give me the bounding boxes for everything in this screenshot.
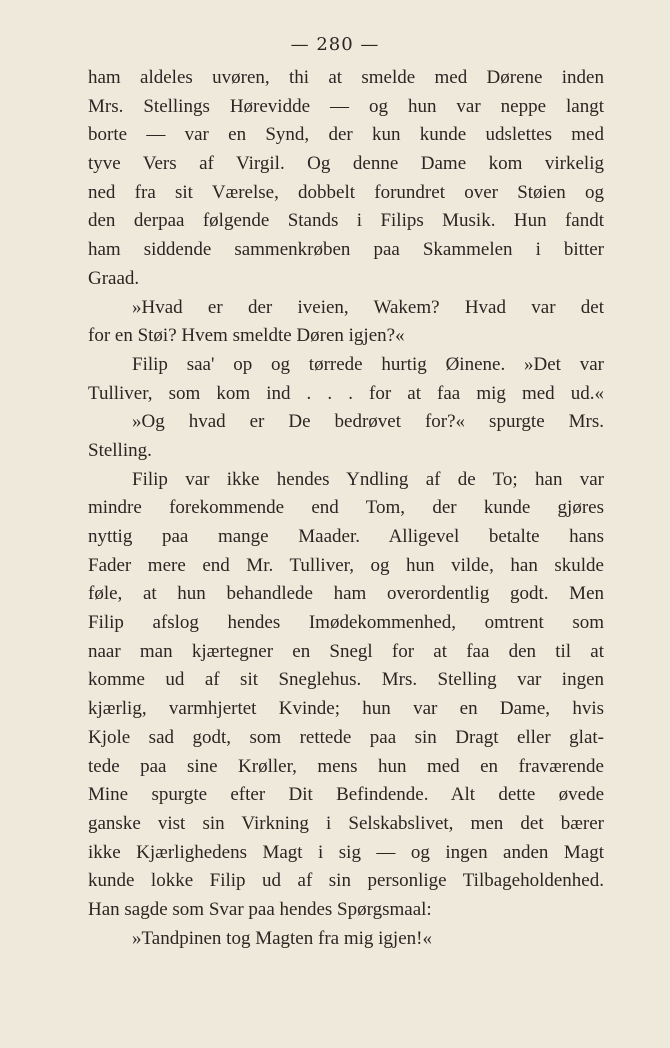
text-line: »Hvad er der iveien, Wakem? Hvad var det <box>132 296 604 318</box>
text-line: Graad. <box>88 267 140 289</box>
text-line: Tulliver, som kom ind . . . for at faa mig med ud.« <box>88 382 604 404</box>
text-line: Han sagde som Svar paa hendes Spørgsmaal: <box>88 898 432 920</box>
text-line: nyttig paa mange Maader. Alligevel betalte hans <box>88 526 604 547</box>
text-line: ganske vist sin Virkning i Selskabslivet, men det bærer <box>88 812 604 834</box>
text-line: borte — var en Synd, der kun kunde udslettes med <box>88 124 604 146</box>
text-line: Kjole sad godt, som rettede paa sin Dragt eller glat- <box>88 726 604 748</box>
text-line: for en Støi? Hvem smeldte Døren igjen?« <box>88 325 405 347</box>
text-line: Filip afslog hendes Imødekommenhed, omtrent som <box>88 612 604 634</box>
text-line: Mrs. Stellings Hørevidde — og hun var neppe langt <box>88 95 604 117</box>
text-line: kjærlig, varmhjertet Kvinde; hun var en Dame, hvis <box>88 698 604 720</box>
text-line: »Og hvad er De bedrøvet for?« spurgte Mrs. <box>132 411 604 433</box>
text-line: kunde lokke Filip ud af sin personlige Tilbageholdenhed. <box>88 870 604 892</box>
text-line: ham siddende sammenkrøben paa Skammelen i bitter <box>88 239 604 261</box>
text-line: Filip var ikke hendes Yndling af de To; han var <box>132 468 604 490</box>
text-line: Stelling. <box>88 439 152 461</box>
text-line: komme ud af sit Sneglehus. Mrs. Stelling var ingen <box>88 669 604 691</box>
body-text <box>88 64 604 953</box>
text-line: Fader mere end Mr. Tulliver, og hun vilde, han skulde <box>88 554 604 576</box>
text-line: ned fra sit Værelse, dobbelt forundret over Støien og <box>88 181 604 203</box>
text-line: ham aldeles uvøren, thi at smelde med Dørene inden <box>88 67 604 88</box>
text-line: Filip saa' op og tørrede hurtig Øinene. »Det var <box>132 353 604 375</box>
text-line: naar man kjærtegner en Snegl for at faa den til at <box>88 640 604 662</box>
text-line: tyve Vers af Virgil. Og denne Dame kom virkelig <box>88 153 604 175</box>
text-line: tede paa sine Krøller, mens hun med en fraværende <box>88 755 604 777</box>
text-line: ikke Kjærlighedens Magt i sig — og ingen anden Magt <box>88 841 604 863</box>
text-line: »Tandpinen tog Magten fra mig igjen!« <box>132 927 432 949</box>
text-line: Mine spurgte efter Dit Befindende. Alt dette øvede <box>88 784 604 806</box>
text-line: mindre forekommende end Tom, der kunde gjøres <box>88 497 604 519</box>
page-number-header: — 280 — <box>290 34 380 55</box>
text-line: den derpaa følgende Stands i Filips Musik. Hun fandt <box>88 210 604 232</box>
text-line: føle, at hun behandlede ham overordentlig godt. Men <box>88 583 604 605</box>
